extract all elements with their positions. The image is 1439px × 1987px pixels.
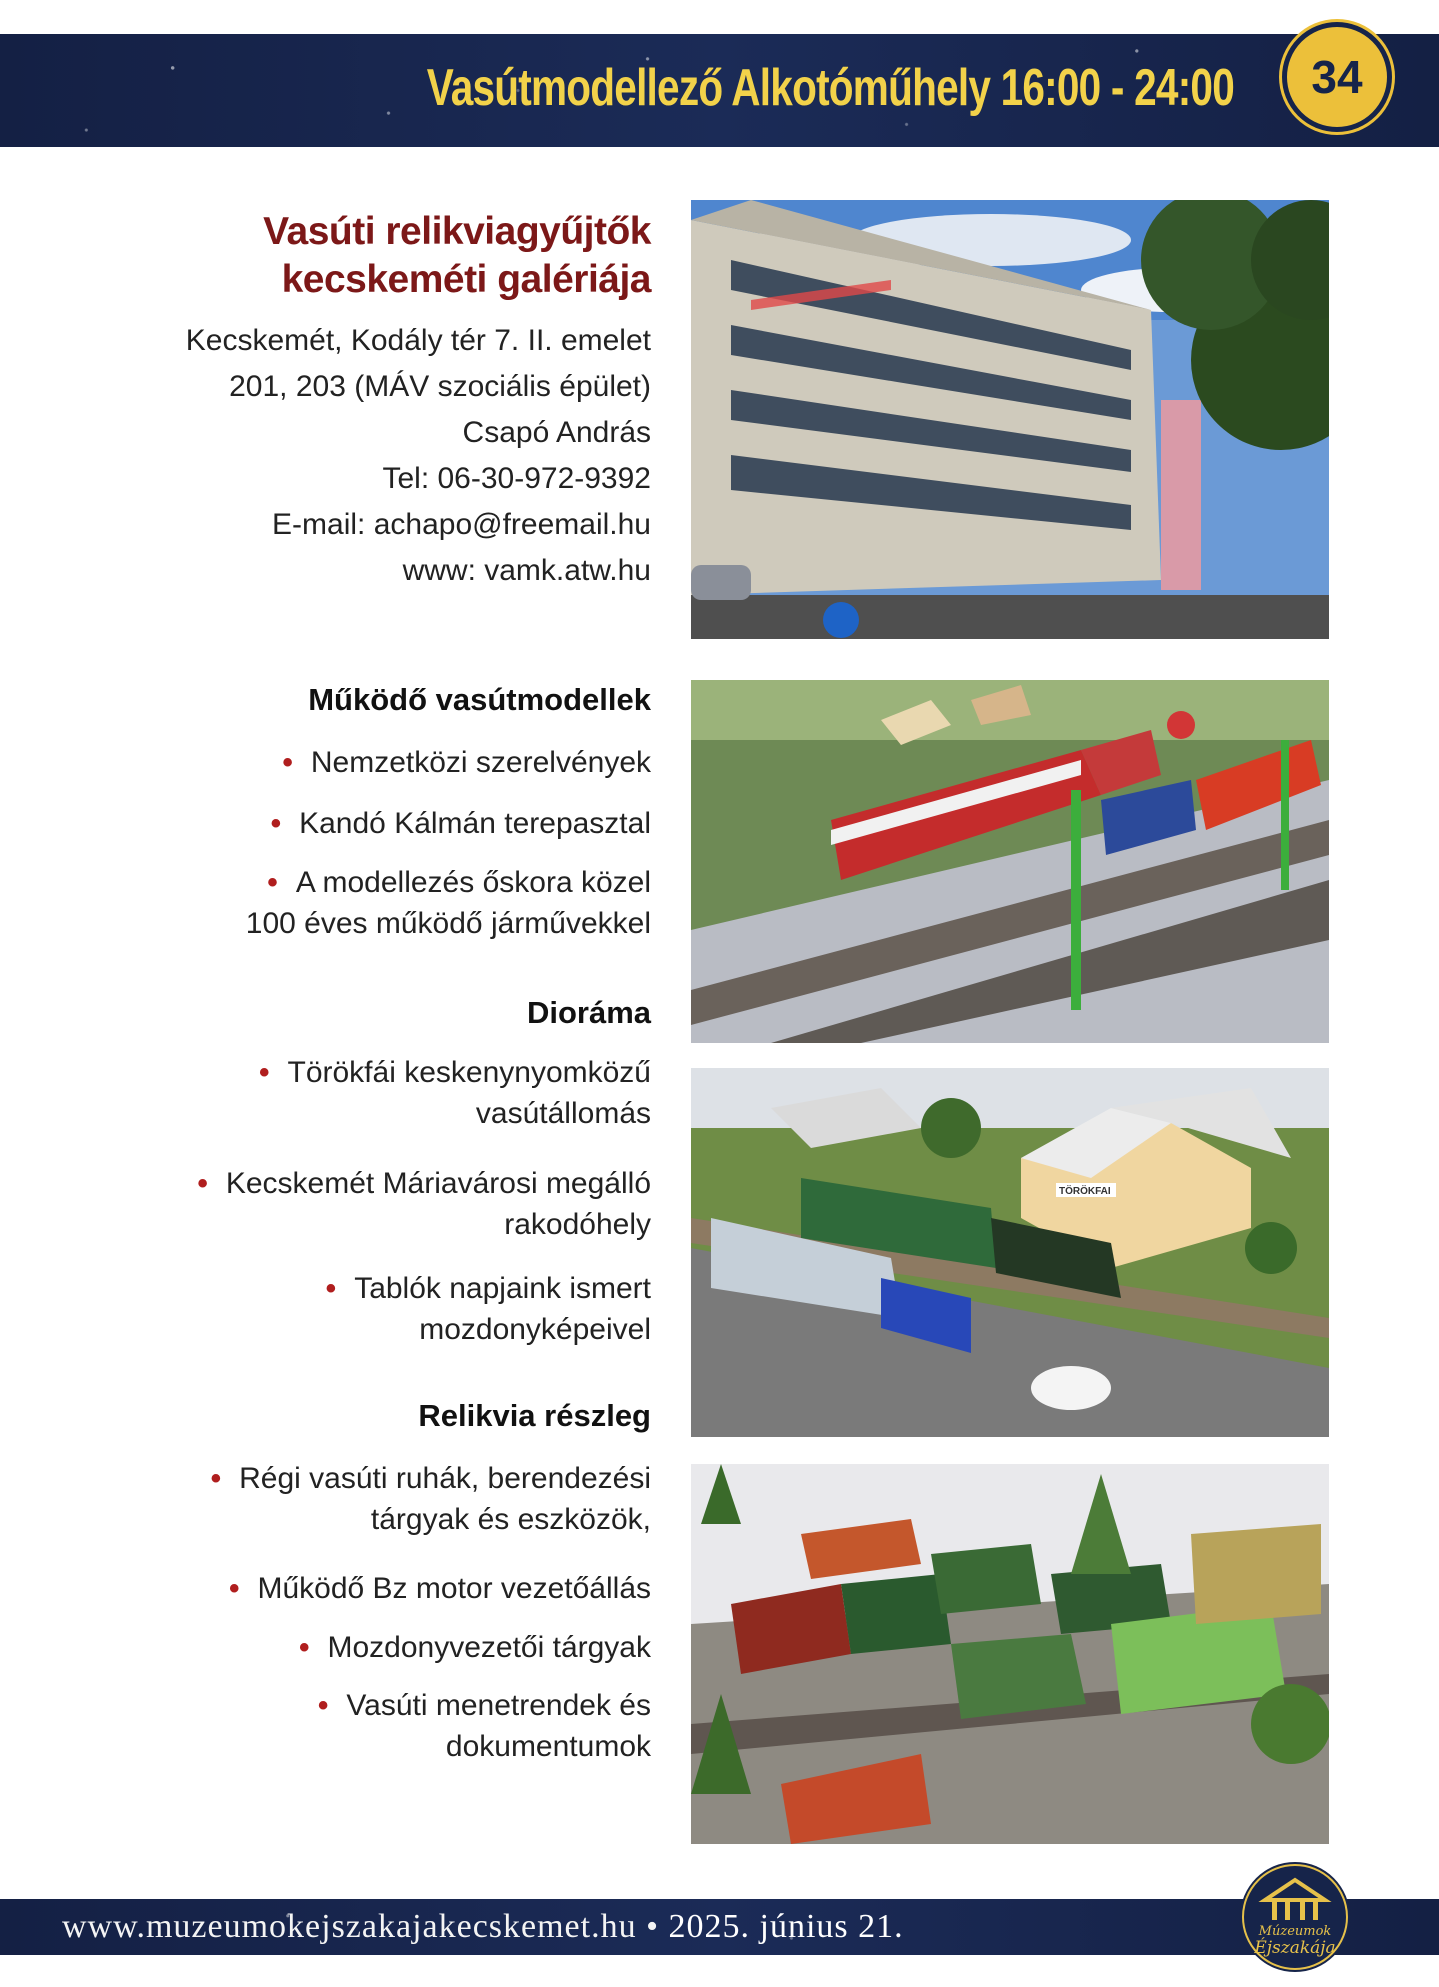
list-item: • Nemzetközi szerelvények bbox=[282, 746, 651, 779]
station-sign: TÖRÖKFAI bbox=[1059, 1186, 1111, 1197]
venue-address bbox=[186, 318, 651, 594]
model-trains-photo bbox=[691, 680, 1329, 1043]
logo-line2: Éjszakája bbox=[1254, 1938, 1336, 1958]
venue-title-line2: kecskeméti galériája bbox=[281, 258, 651, 301]
address-line2: 201, 203 (MÁV szociális épület) bbox=[229, 370, 651, 403]
list-item: • Működő Bz motor vezetőállás bbox=[228, 1572, 651, 1605]
contact-phone: Tel: 06-30-972-9392 bbox=[382, 462, 651, 495]
bullet-icon: • bbox=[228, 1572, 240, 1605]
list-item: • Vasúti menetrendek és dokumentumok bbox=[317, 1689, 651, 1763]
bullet-icon: • bbox=[270, 807, 282, 840]
footer-text bbox=[62, 1908, 904, 1946]
footer-date: 2025. június 21. bbox=[668, 1908, 904, 1945]
contact-name: Csapó András bbox=[462, 416, 651, 449]
footer-url[interactable]: www.muzeumokejszakajakecskemet.hu bbox=[62, 1908, 637, 1945]
diorama-photo bbox=[691, 1068, 1329, 1437]
bullet-icon: • bbox=[317, 1689, 329, 1722]
list-item: • Mozdonyvezetői tárgyak bbox=[298, 1631, 651, 1664]
bullet-icon: • bbox=[197, 1167, 208, 1200]
bullet-icon: • bbox=[325, 1272, 337, 1305]
bullet-icon: • bbox=[267, 866, 278, 899]
contact-web[interactable]: www: vamk.atw.hu bbox=[402, 554, 651, 587]
list-item: • Tablók napjaink ismert mozdonyképeivel bbox=[325, 1272, 651, 1346]
list-item: • Törökfái keskenynyomközű vasútállomás bbox=[258, 1056, 651, 1130]
list-item: • Régi vasúti ruhák, berendezési tárgyak és eszközök, bbox=[210, 1462, 651, 1536]
footer-separator: • bbox=[636, 1908, 669, 1945]
footer-band bbox=[0, 1899, 1439, 1955]
list-item: • Kandó Kálmán terepasztal bbox=[270, 807, 651, 840]
section-heading-models: Működő vasútmodellek bbox=[308, 682, 651, 717]
header-band bbox=[0, 34, 1439, 147]
page-number-badge: 34 bbox=[1282, 22, 1392, 132]
vintage-trains-photo bbox=[691, 1464, 1329, 1844]
bullet-icon: • bbox=[282, 746, 293, 779]
bullet-icon: • bbox=[210, 1462, 222, 1495]
venue-title-line1: Vasúti relikviagyűjtők bbox=[263, 210, 651, 253]
section-heading-relics: Relikvia részleg bbox=[418, 1398, 651, 1433]
section-heading-diorama: Dioráma bbox=[526, 995, 651, 1030]
bullet-icon: • bbox=[298, 1631, 310, 1664]
address-line1: Kecskemét, Kodály tér 7. II. emelet bbox=[185, 324, 651, 357]
list-item: • A modellezés őskora közel 100 éves működő járművekkel bbox=[245, 866, 651, 940]
building-photo bbox=[691, 200, 1329, 639]
header-title: Vasútmodellező Alkotóműhely 16:00 - 24:00 bbox=[426, 59, 1234, 117]
logo-line1: Múzeumok bbox=[1258, 1924, 1332, 1939]
venue-title bbox=[263, 208, 651, 304]
list-item: • Kecskemét Máriavárosi megálló rakodóhely bbox=[197, 1167, 651, 1241]
bullet-icon: • bbox=[258, 1056, 270, 1089]
museum-night-logo bbox=[1240, 1862, 1350, 1972]
contact-email[interactable]: E-mail: achapo@freemail.hu bbox=[272, 508, 651, 541]
